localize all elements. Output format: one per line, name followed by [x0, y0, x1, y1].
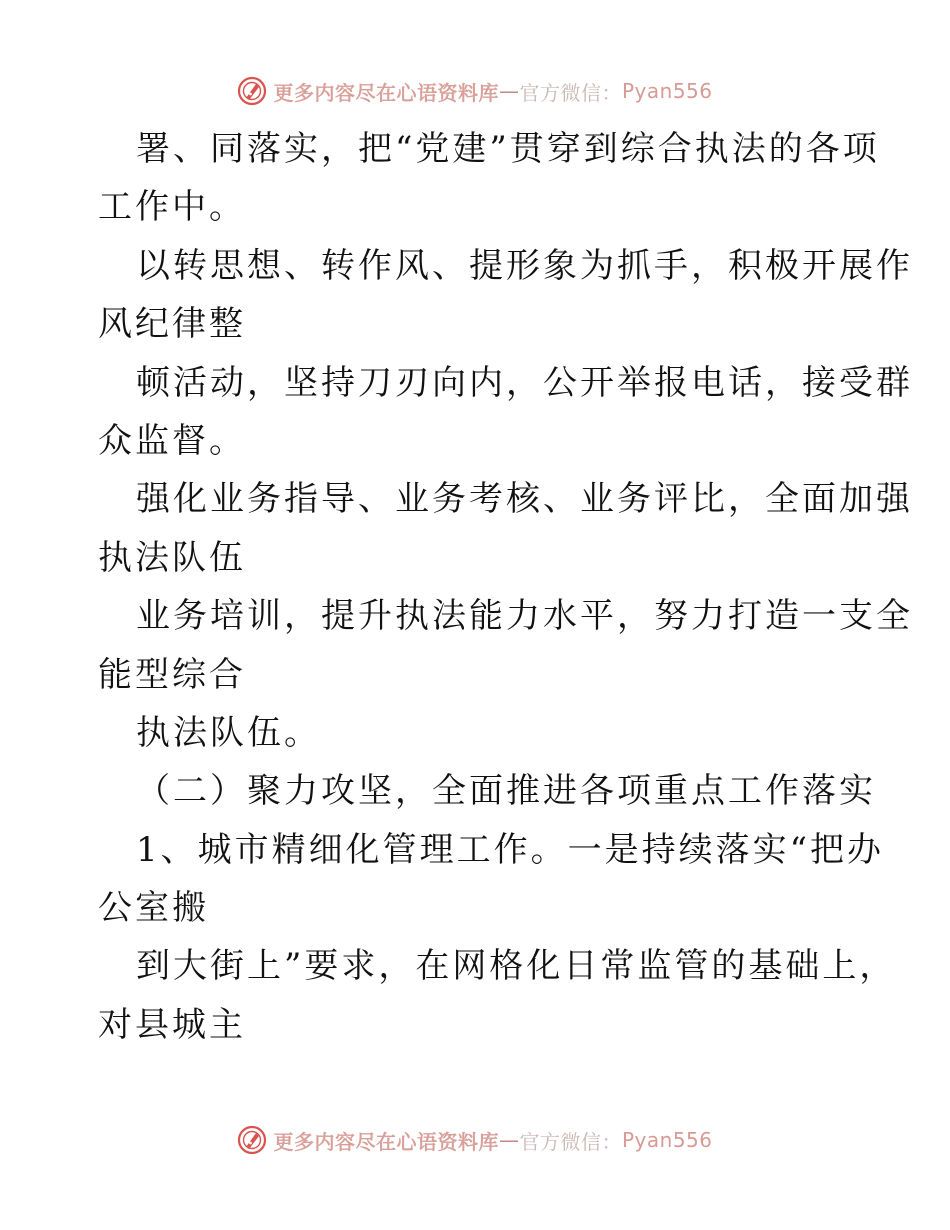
- text-line: 风纪律整: [98, 304, 246, 345]
- text-line: 以转思想、转作风、提形象为抓手，积极开展作: [136, 245, 913, 286]
- text-line: 执法队伍。: [136, 712, 321, 753]
- text-line: 到大街上”要求，在网格化日常监管的基础上，: [136, 946, 897, 987]
- watermark-brand-text: 更多内容尽在心语资料库: [273, 80, 499, 105]
- pen-nib-logo-icon: [237, 76, 267, 106]
- text-line: 顿活动，坚持刀刃向内，公开举报电话，接受群: [136, 362, 913, 403]
- watermark-separator: —: [498, 79, 520, 103]
- text-line: 公室搬: [98, 888, 209, 929]
- text-line: 业务培训，提升执法能力水平，努力打造一支全: [136, 596, 913, 637]
- text-line: 强化业务指导、业务考核、业务评比，全面加强: [136, 479, 913, 520]
- text-line: 能型综合: [98, 654, 246, 695]
- footer-watermark: [0, 1122, 950, 1158]
- watermark-wechat-id: Pyan556: [621, 79, 713, 103]
- section-heading: （二）聚力攻坚，全面推进各项重点工作落实: [136, 771, 876, 812]
- text-line: 署、同落实，把“党建”贯穿到综合执法的各项: [136, 129, 880, 169]
- watermark-brand-text: 更多内容尽在心语资料库: [273, 1129, 499, 1154]
- text-line: 1、城市精细化管理工作。一是持续落实“把办: [136, 829, 885, 870]
- pen-nib-logo-icon: [237, 1125, 267, 1155]
- watermark-separator: —: [498, 1128, 520, 1152]
- document-body: [98, 120, 913, 1054]
- watermark-wechat-label: 官方微信：: [519, 1129, 622, 1154]
- watermark-wechat-id: Pyan556: [621, 1128, 713, 1152]
- text-line: 对县城主: [98, 1004, 246, 1045]
- watermark-wechat-label: 官方微信：: [519, 80, 622, 105]
- text-line: 执法队伍: [98, 537, 246, 578]
- text-line: 众监督。: [98, 420, 246, 461]
- text-line: 工作中。: [98, 187, 246, 228]
- header-watermark: [0, 73, 950, 109]
